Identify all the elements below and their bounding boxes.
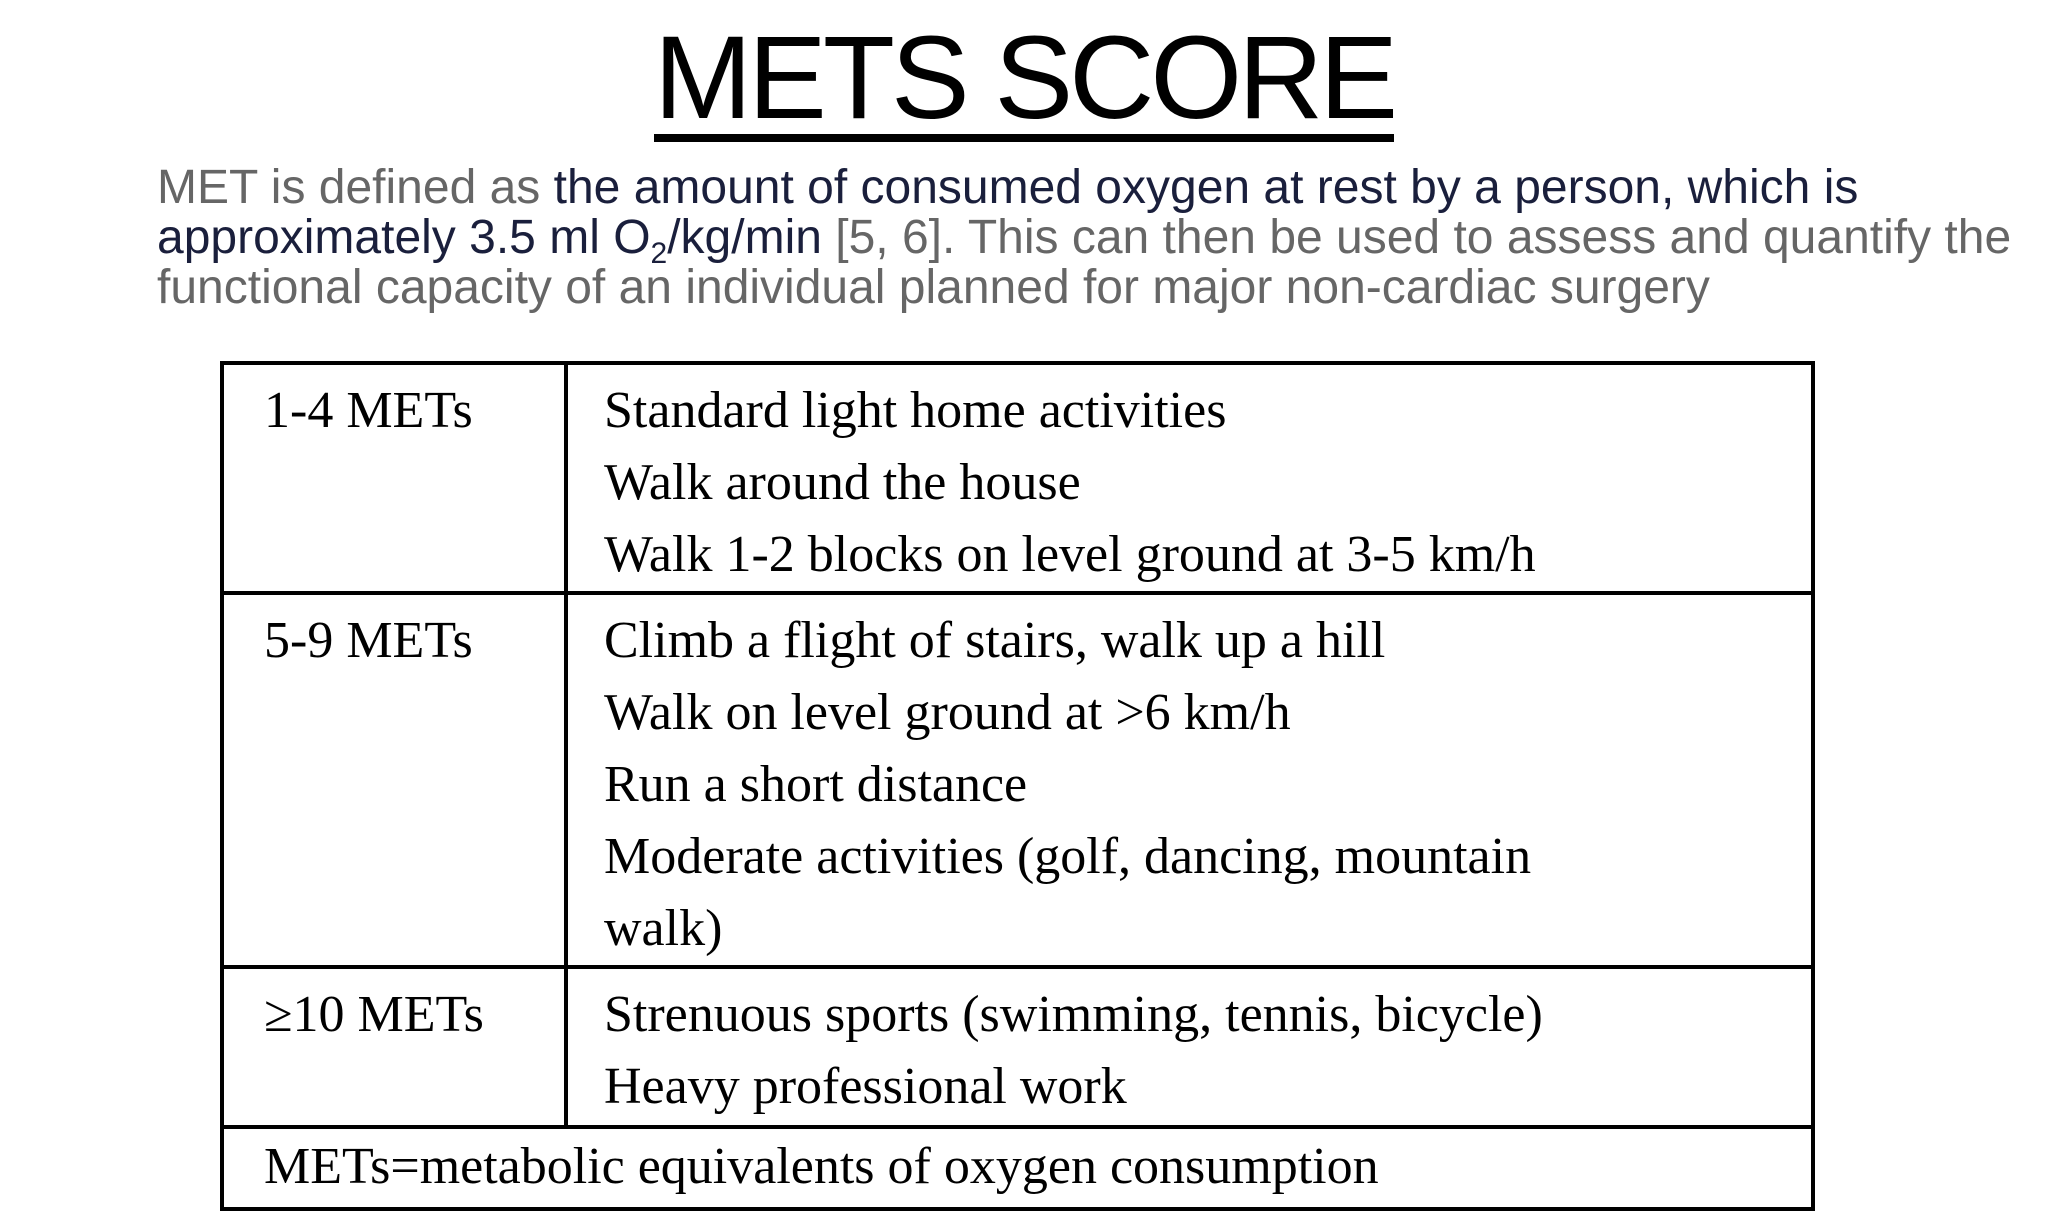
- table-row: [222, 593, 1813, 967]
- slide-title-text: METS SCORE: [653, 12, 1395, 144]
- activity-item: Walk around the house: [604, 454, 1081, 511]
- intro-part1: MET is defined as: [157, 163, 554, 214]
- activity-item: Walk on level ground at >6 km/h: [604, 684, 1291, 741]
- activities-cell: [566, 593, 1813, 967]
- intro-subscript: 2: [650, 237, 668, 270]
- activity-item: Walk 1-2 blocks on level ground at 3-5 km/h: [604, 526, 1536, 583]
- activity-item: Strenuous sports (swimming, tennis, bicycle): [604, 986, 1543, 1043]
- table-footnote: METs=metabolic equivalents of oxygen consumption: [222, 1127, 1813, 1209]
- activity-item: Moderate activities (golf, dancing, mountain: [604, 828, 1532, 885]
- table-footnote-row: [222, 1127, 1813, 1209]
- mets-level: 5-9 METs: [222, 593, 566, 967]
- intro-part4: [5, 6]. This can then be used to assess and quantify the functional capacity of an individual planned for major non-cardiac surgery: [157, 211, 2012, 314]
- table-row: [222, 967, 1813, 1127]
- slide-title: [0, 12, 2048, 144]
- table-row: [222, 363, 1813, 593]
- activity-item: walk): [604, 900, 723, 957]
- activity-item: Climb a flight of stairs, walk up a hill: [604, 612, 1386, 669]
- mets-table: [220, 361, 1815, 1211]
- activity-item: Heavy professional work: [604, 1058, 1127, 1115]
- activities-cell: [566, 967, 1813, 1127]
- activity-item: Run a short distance: [604, 756, 1028, 813]
- intro-part3: /kg/min: [667, 211, 822, 264]
- mets-level: 1-4 METs: [222, 363, 566, 593]
- intro-paragraph: [157, 163, 2017, 353]
- intro-part2: the amount of consumed oxygen at rest by a person, which is approximately 3.5 ml O: [157, 163, 1859, 264]
- activity-item: Standard light home activities: [604, 382, 1227, 439]
- activities-cell: [566, 363, 1813, 593]
- mets-level: ≥10 METs: [222, 967, 566, 1127]
